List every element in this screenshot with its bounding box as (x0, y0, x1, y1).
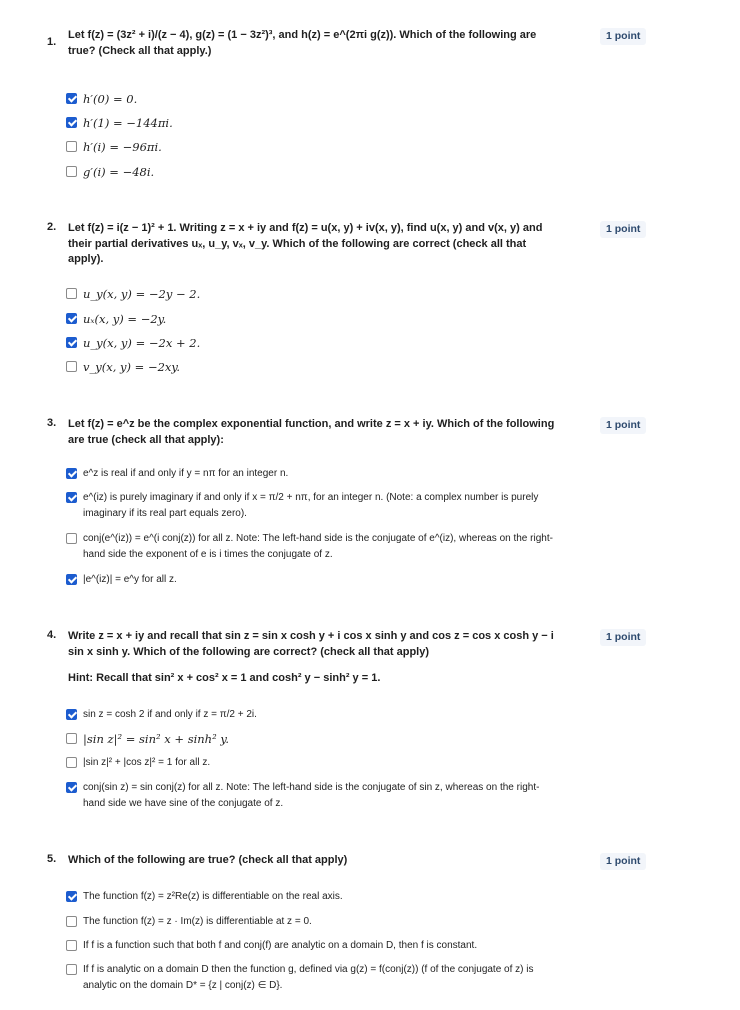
checkbox[interactable] (66, 337, 77, 348)
option-text: u_y(x, y) = −2y − 2. (83, 287, 201, 301)
checkbox[interactable] (66, 757, 77, 768)
checkbox[interactable] (66, 709, 77, 720)
option-text: conj(e^(iz)) = e^(i conj(z)) for all z. Note: The left-hand side is the conjugate of e^(iz), whereas on the right-hand side the exponent of e is i times the conjugate of z. (83, 533, 553, 560)
question-number: 4. (47, 629, 57, 641)
question-text: Write z = x + iy and recall that sin z = sin x cosh y + i cos x sinh y and cos z = cos x cosh y − i sin x sinh y. Which of the following are correct? (check all that apply) (68, 630, 554, 658)
checkbox[interactable] (66, 141, 77, 152)
question-number: 1. (47, 36, 57, 48)
option-text: e^z is real if and only if y = nπ for an integer n. (83, 468, 289, 479)
option-text: sin z = cosh 2 if and only if z = π/2 + 2i. (83, 709, 257, 720)
checkbox[interactable] (66, 492, 77, 503)
points-badge: 1 point (600, 28, 646, 45)
checkbox[interactable] (66, 93, 77, 104)
question-hint: Hint: Recall that sin² x + cos² x = 1 and cosh² y − sinh² y = 1. (68, 672, 381, 684)
option-text: g′(i) = −48i. (83, 165, 155, 179)
checkbox[interactable] (66, 313, 77, 324)
checkbox[interactable] (66, 574, 77, 585)
option-text: |sin z|² + |cos z|² = 1 for all z. (83, 757, 211, 768)
points-badge: 1 point (600, 853, 646, 870)
checkbox[interactable] (66, 964, 77, 975)
checkbox[interactable] (66, 891, 77, 902)
question-text: Let f(z) = (3z² + i)/(z − 4), g(z) = (1 − 3z²)³, and h(z) = e^(2πi g(z)). Which of the following are true? (Check all that apply.) (68, 29, 537, 57)
checkbox[interactable] (66, 468, 77, 479)
checkbox[interactable] (66, 940, 77, 951)
checkbox[interactable] (66, 533, 77, 544)
option-text: The function f(z) = z · Im(z) is differentiable at z = 0. (83, 916, 312, 927)
option-text: The function f(z) = z²Re(z) is differentiable on the real axis. (83, 891, 343, 902)
checkbox[interactable] (66, 117, 77, 128)
checkbox[interactable] (66, 733, 77, 744)
checkbox[interactable] (66, 782, 77, 793)
option-text: h′(1) = −144πi. (83, 116, 173, 130)
option-text: If f is analytic on a domain D then the function g, defined via g(z) = f(conj(z)) (f of the conjugate of z) is analytic on the domain D* = {z | conj(z) ∈ D}. (83, 964, 534, 991)
question-text: Let f(z) = e^z be the complex exponential function, and write z = x + iy. Which of the following are true (check all that apply): (68, 418, 555, 446)
checkbox[interactable] (66, 288, 77, 299)
question-number: 2. (47, 221, 57, 233)
checkbox[interactable] (66, 166, 77, 177)
question-text: Let f(z) = i(z − 1)² + 1. Writing z = x + iy and f(z) = u(x, y) + iv(x, y), find u(x, y) and v(x, y) and their partial derivatives uₓ, u_y, vₓ, v_y. Which of the following are correct (check all that apply). (68, 222, 543, 265)
points-badge: 1 point (600, 221, 646, 238)
points-badge: 1 point (600, 417, 646, 434)
option-text: |sin z|² = sin² x + sinh² y. (83, 732, 229, 746)
option-text: v_y(x, y) = −2xy. (83, 360, 181, 374)
question-number: 5. (47, 853, 57, 865)
checkbox[interactable] (66, 916, 77, 927)
option-text: conj(sin z) = sin conj(z) for all z. Note: The left-hand side is the conjugate of sin z, whereas on the right-hand side we have sine of the conjugate of z. (83, 782, 540, 809)
question-number: 3. (47, 417, 57, 429)
points-badge: 1 point (600, 629, 646, 646)
question-text: Which of the following are true? (check all that apply) (68, 854, 348, 866)
checkbox[interactable] (66, 361, 77, 372)
option-text: If f is a function such that both f and conj(f) are analytic on a domain D, then f is constant. (83, 940, 478, 951)
option-text: h′(0) = 0. (83, 92, 138, 106)
option-text: u_y(x, y) = −2x + 2. (83, 336, 201, 350)
option-text: e^(iz) is purely imaginary if and only if x = π/2 + nπ, for an integer n. (Note: a complex number is purely imaginary if its real part equals zero). (83, 492, 539, 519)
option-text: |e^(iz)| = e^y for all z. (83, 574, 177, 585)
option-text: uₓ(x, y) = −2y. (83, 312, 167, 326)
option-text: h′(i) = −96πi. (83, 140, 162, 154)
